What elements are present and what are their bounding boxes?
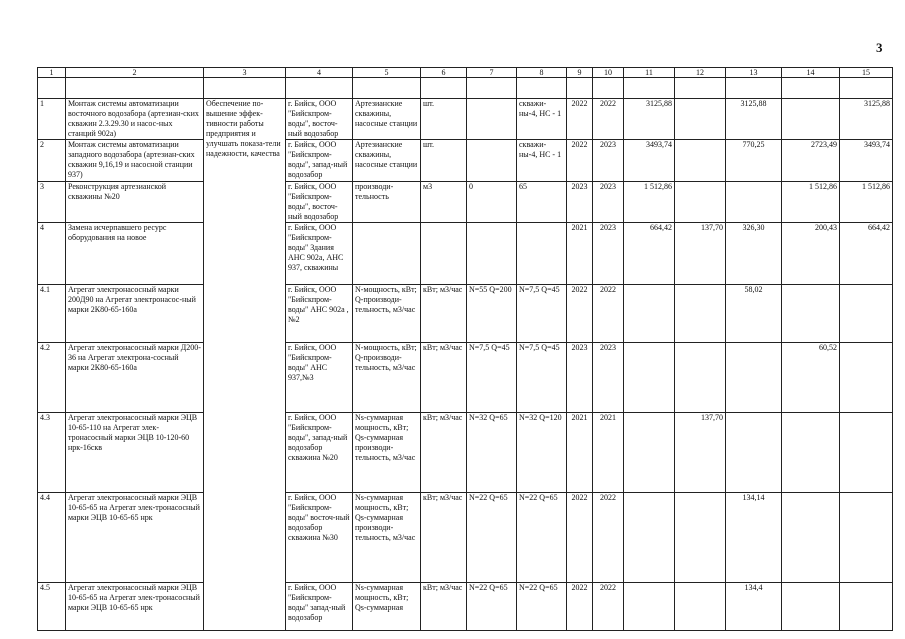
unit: кВт; м3/час [421,583,467,631]
cost-2021: 137,70 [675,413,726,493]
cost-2021: 137,70 [675,223,726,285]
cost-sum: 1 512,86 [840,182,893,223]
column-header: 10 [593,68,624,78]
cost-2023 [782,493,840,583]
column-header: 12 [675,68,726,78]
spacer-cell [66,78,204,99]
measure-name: Агрегат электронасосный марки 200Д90 на Агрегат электронасос-ный марки 2К80-65-160а [66,285,204,343]
measure-name: Монтаж системы автоматизации восточного водозабора (артезиан-ских скважин 2.3.29.30 и насос-ных станций 902а) [66,99,204,140]
unit: кВт; м3/час [421,413,467,493]
parameter: Ns-суммарная мощность, кВт; Qs-суммарная производи-тельность, м3/час [353,413,421,493]
cost-total [624,343,675,413]
cost-total [624,285,675,343]
year-start: 2021 [567,413,593,493]
header-row [38,68,893,78]
value-after: N=22 Q=65 [517,493,567,583]
spacer-cell [624,78,675,99]
cost-2023 [782,413,840,493]
cost-2022: 134,14 [726,493,782,583]
unit [421,223,467,285]
cost-2023 [782,583,840,631]
spacer-cell [782,78,840,99]
value-after: N=7,5 Q=45 [517,285,567,343]
unit: кВт; м3/час [421,285,467,343]
unit: кВт; м3/час [421,493,467,583]
spacer-cell [204,78,286,99]
spacer-row [38,78,893,99]
spacer-cell [726,78,782,99]
row-number: 4.3 [38,413,66,493]
value-before: N=55 Q=200 [467,285,517,343]
column-header: 13 [726,68,782,78]
value-after: N=32 Q=120 [517,413,567,493]
cost-sum: 664,42 [840,223,893,285]
cost-sum: 3125,88 [840,99,893,140]
cost-2023: 60,52 [782,343,840,413]
year-end: 2023 [593,140,624,182]
measure-name: Агрегат электронасосный марки ЭЦВ 10-65-110 на Агрегат элек-тронасосный марки ЭЦВ 10-120-60 нрк-16скв [66,413,204,493]
year-start: 2022 [567,285,593,343]
column-header: 6 [421,68,467,78]
cost-2021 [675,343,726,413]
year-start: 2022 [567,493,593,583]
cost-total [624,493,675,583]
measure-purpose: Обеспечение по-вышение эффек-тивности работы предприятия и улучшать показа-тели надежности, качества [204,99,286,631]
year-start: 2021 [567,223,593,285]
column-header: 8 [517,68,567,78]
value-before: N=7,5 Q=45 [467,343,517,413]
unit: кВт; м3/час [421,343,467,413]
parameter: Ns-суммарная мощность, кВт; Qs-суммарная [353,583,421,631]
row-number: 4.4 [38,493,66,583]
table-row [38,413,893,493]
cost-2021 [675,285,726,343]
unit: шт. [421,140,467,182]
location: г. Бийск, ООО "Бийскпром-воды", запад-ный водозабор [286,140,353,182]
location: г. Бийск, ООО "Бийскпром-воды", восточ-ный водозабор [286,182,353,223]
cost-2022: 770,25 [726,140,782,182]
table-row [38,140,893,182]
table-row [38,583,893,631]
location: г. Бийск, ООО "Бийскпром-воды" АНС 902а ,№2 [286,285,353,343]
cost-2021 [675,493,726,583]
cost-sum [840,285,893,343]
value-before [467,140,517,182]
value-after: скважи-ны-4, НС - 1 [517,140,567,182]
location: г. Бийск, ООО "Бийскпром-воды" запад-ный водозабор [286,583,353,631]
year-start: 2023 [567,343,593,413]
table-row [38,285,893,343]
column-header: 11 [624,68,675,78]
cost-2023: 200,43 [782,223,840,285]
cost-2022 [726,343,782,413]
cost-total [624,583,675,631]
row-number: 3 [38,182,66,223]
parameter: N-мощность, кВт; Q-производи-тельность, м3/час [353,343,421,413]
value-after: скважи-ны-4, НС - 1 [517,99,567,140]
unit: шт. [421,99,467,140]
value-before: N=22 Q=65 [467,583,517,631]
cost-2023: 1 512,86 [782,182,840,223]
table-row [38,343,893,413]
column-header: 14 [782,68,840,78]
cost-2023: 2723,49 [782,140,840,182]
spacer-cell [675,78,726,99]
parameter: Артезианские скважины, насосные станции [353,140,421,182]
cost-total: 3493,74 [624,140,675,182]
column-header: 5 [353,68,421,78]
value-after [517,223,567,285]
spacer-cell [353,78,421,99]
column-header: 9 [567,68,593,78]
cost-2022: 58,02 [726,285,782,343]
year-end: 2022 [593,493,624,583]
year-start: 2023 [567,182,593,223]
column-header: 2 [66,68,204,78]
table-row [38,182,893,223]
table-row [38,493,893,583]
cost-sum [840,583,893,631]
spacer-cell [421,78,467,99]
year-end: 2023 [593,223,624,285]
location: г. Бийск, ООО "Бийскпром-воды", восточ-ный водозабор [286,99,353,140]
spacer-cell [517,78,567,99]
parameter: Артезианские скважины, насосные станции [353,99,421,140]
table-row [38,99,893,140]
cost-total: 1 512,86 [624,182,675,223]
value-after: 65 [517,182,567,223]
row-number: 4.1 [38,285,66,343]
parameter: Ns-суммарная мощность, кВт; Qs-суммарная производи-тельность, м3/час [353,493,421,583]
column-header: 7 [467,68,517,78]
parameter: N-мощность, кВт; Q-производи-тельность, м3/час [353,285,421,343]
location: г. Бийск, ООО "Бийскпром-воды", запад-ный водозабор скважина №20 [286,413,353,493]
row-number: 1 [38,99,66,140]
cost-2022 [726,413,782,493]
spacer-cell [38,78,66,99]
cost-2023 [782,285,840,343]
value-after: N=7,5 Q=45 [517,343,567,413]
cost-total: 3125,88 [624,99,675,140]
spacer-cell [286,78,353,99]
row-number: 4.2 [38,343,66,413]
cost-total: 664,42 [624,223,675,285]
investment-table [37,67,893,631]
cost-2022 [726,182,782,223]
location: г. Бийск, ООО "Бийскпром-воды" восточ-ный водозабор скважина №30 [286,493,353,583]
cost-sum [840,343,893,413]
year-end: 2023 [593,182,624,223]
row-number: 4 [38,223,66,285]
cost-2021 [675,140,726,182]
year-start: 2022 [567,99,593,140]
location: г. Бийск, ООО "Бийскпром-воды" Здания АНС 902а, АНС 937, скважины [286,223,353,285]
cost-2022: 326,30 [726,223,782,285]
cost-2023 [782,99,840,140]
value-before [467,99,517,140]
column-header: 3 [204,68,286,78]
page-number: 3 [876,40,883,55]
measure-name: Агрегат электронасосный марки ЭЦВ 10-65-65 на Агрегат элек-тронасосный марки ЭЦВ 10-65-65 нрк [66,493,204,583]
cost-sum [840,493,893,583]
year-start: 2022 [567,583,593,631]
location: г. Бийск, ООО "Бийскпром-воды" АНС 937,№3 [286,343,353,413]
cost-2022: 134,4 [726,583,782,631]
measure-name: Реконструкция артезианской скважины №20 [66,182,204,223]
value-after: N=22 Q=65 [517,583,567,631]
measure-name: Агрегат электронасосный марки ЭЦВ 10-65-65 на Агрегат элек-тронасосный марки ЭЦВ 10-65-65 нрк [66,583,204,631]
row-number: 4.5 [38,583,66,631]
column-header: 15 [840,68,893,78]
spacer-cell [840,78,893,99]
column-header: 1 [38,68,66,78]
year-start: 2022 [567,140,593,182]
parameter: производи-тельность [353,182,421,223]
year-end: 2021 [593,413,624,493]
measure-name: Монтаж системы автоматизации западного водозабора (артезиан-ских скважин 9,16,19 и насосной станции 937) [66,140,204,182]
year-end: 2022 [593,583,624,631]
cost-total [624,413,675,493]
cost-2022: 3125,88 [726,99,782,140]
column-header: 4 [286,68,353,78]
year-end: 2022 [593,99,624,140]
measure-name: Агрегат электронасосный марки Д200-36 на Агрегат электрона-сосный марки 2К80-65-160а [66,343,204,413]
year-end: 2023 [593,343,624,413]
spacer-cell [593,78,624,99]
value-before: N=32 Q=65 [467,413,517,493]
unit: м3 [421,182,467,223]
cost-2021 [675,99,726,140]
cost-2021 [675,182,726,223]
cost-sum: 3493,74 [840,140,893,182]
value-before: 0 [467,182,517,223]
spacer-cell [567,78,593,99]
cost-sum [840,413,893,493]
row-number: 2 [38,140,66,182]
year-end: 2022 [593,285,624,343]
measure-name: Замена исчерпавшего ресурс оборудования на новое [66,223,204,285]
parameter [353,223,421,285]
value-before [467,223,517,285]
table-row [38,223,893,285]
value-before: N=22 Q=65 [467,493,517,583]
spacer-cell [467,78,517,99]
cost-2021 [675,583,726,631]
